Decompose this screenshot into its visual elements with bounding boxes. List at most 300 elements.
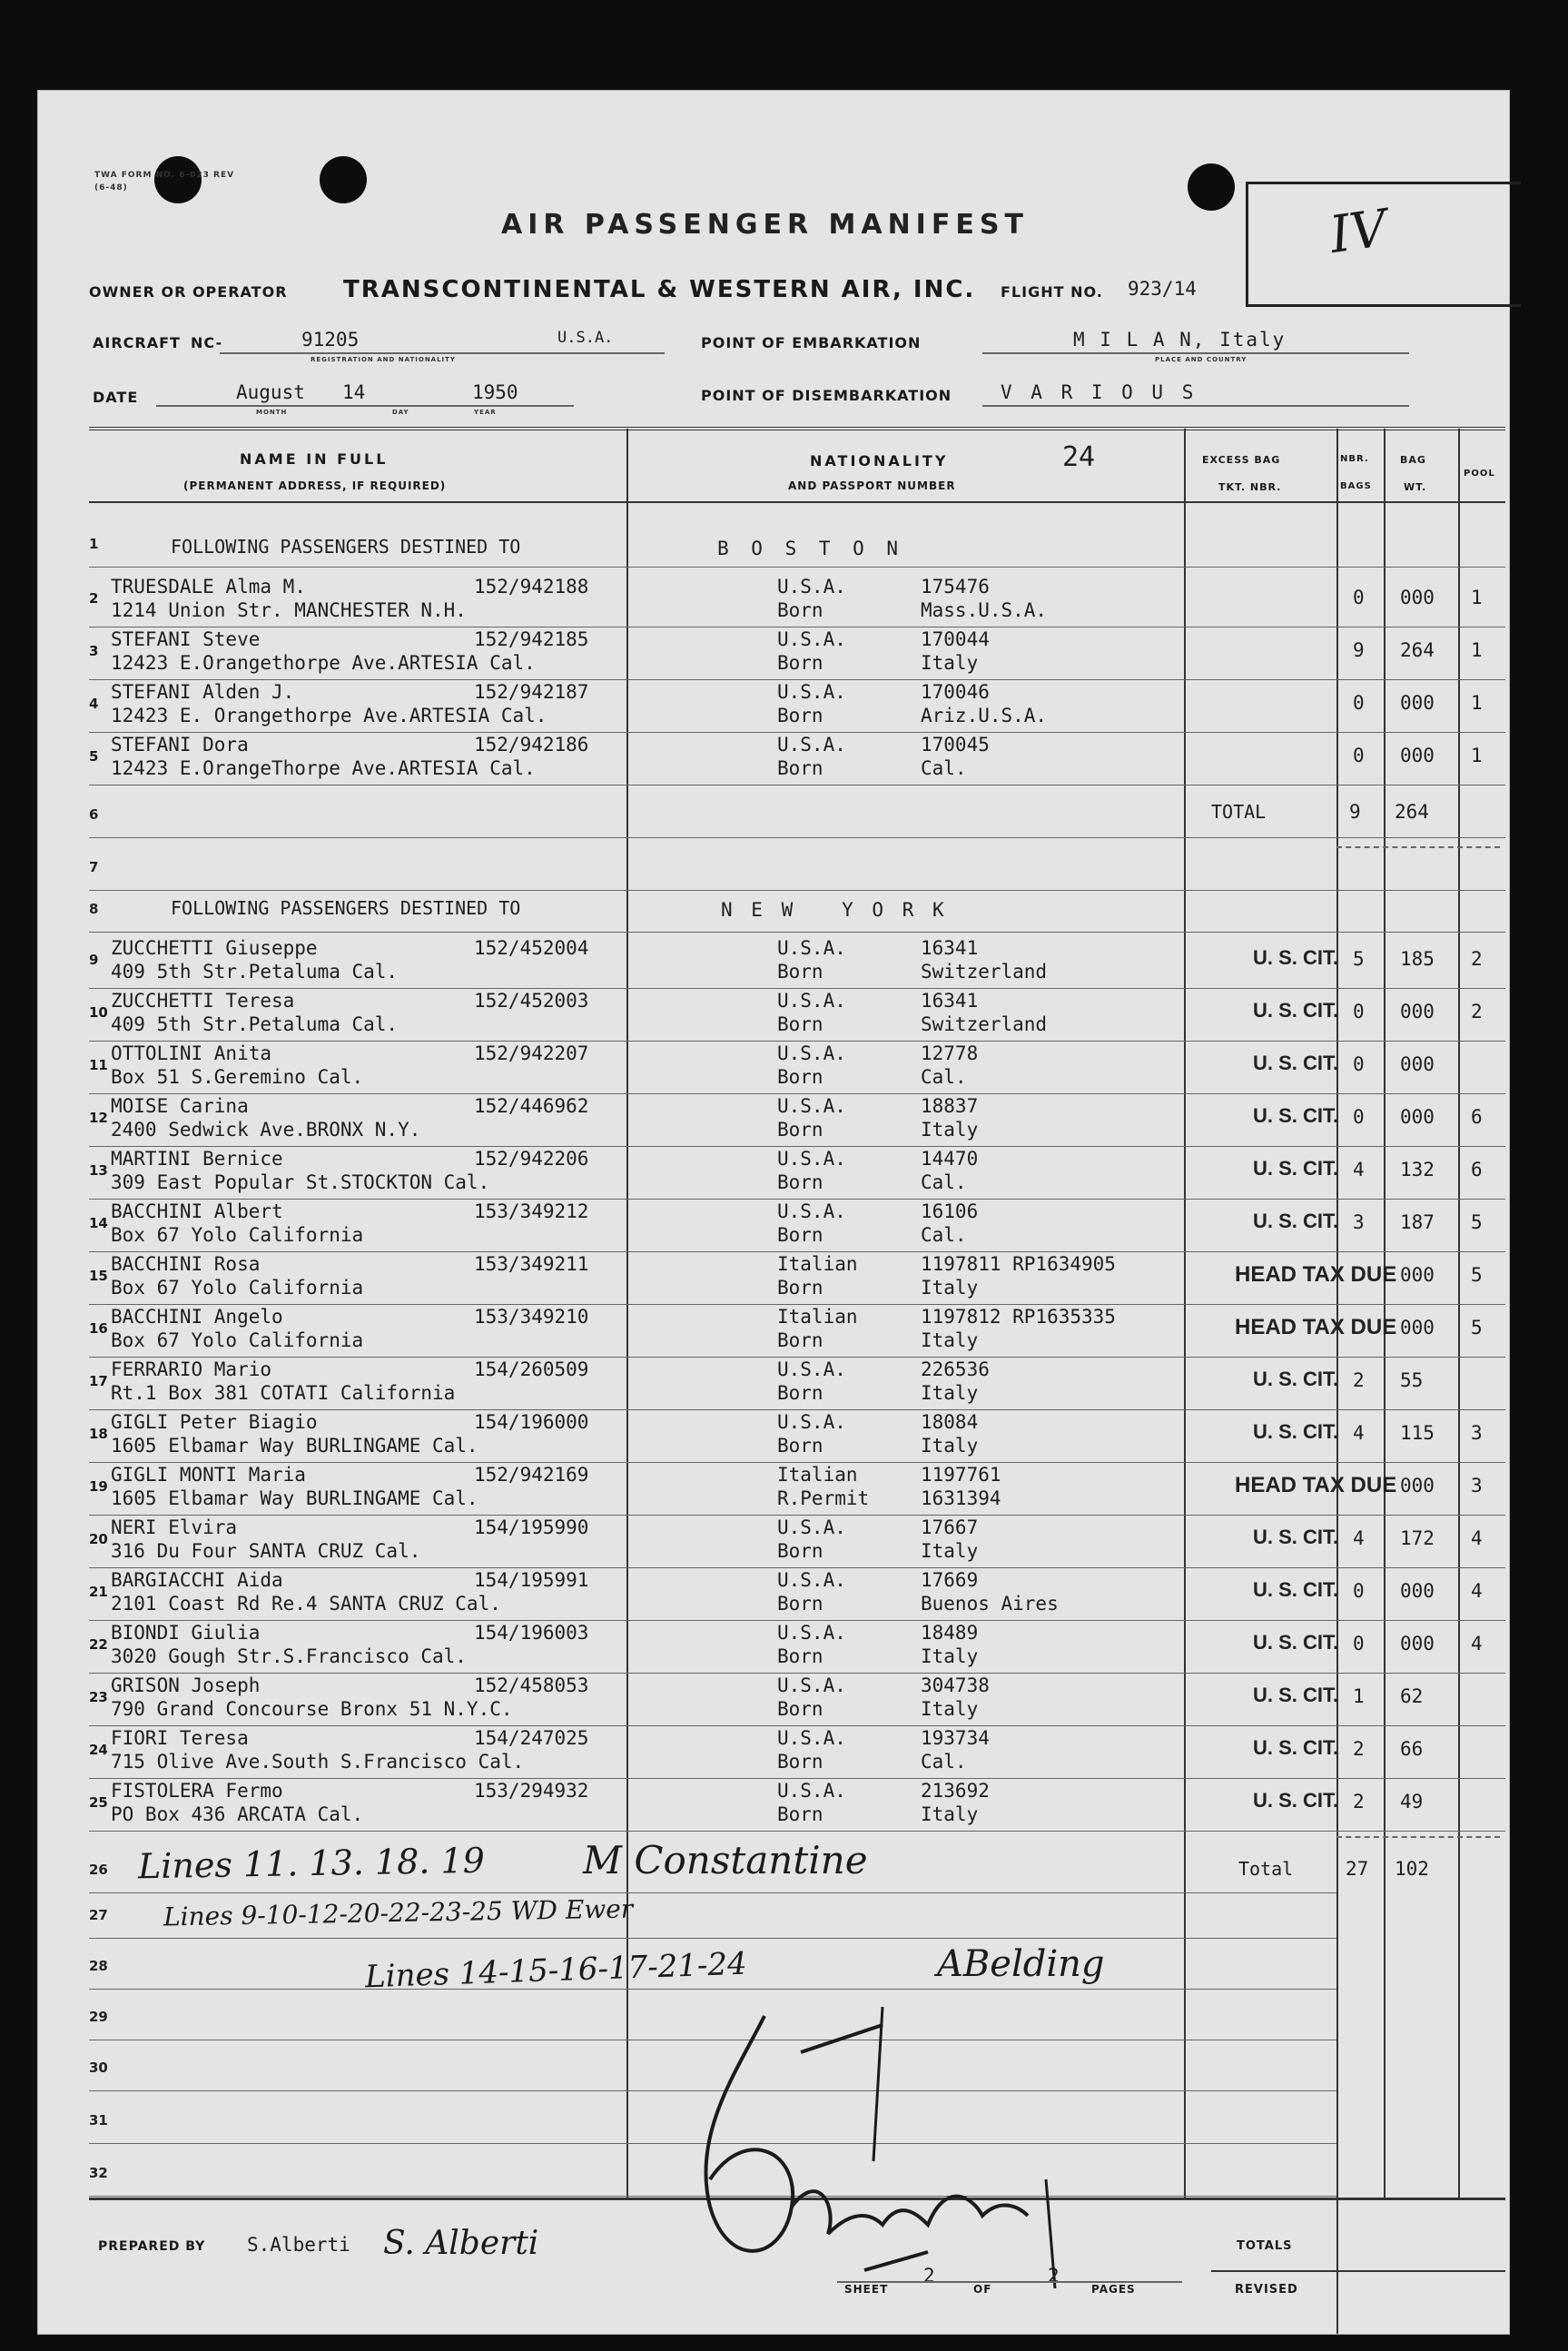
- row-line-number: 9: [89, 952, 99, 968]
- passenger-name: MOISE Carina: [111, 1095, 249, 1117]
- bag-weight: 172: [1400, 1527, 1435, 1549]
- ticket-number: 154/196000: [474, 1411, 589, 1433]
- row-rule: [89, 1462, 1505, 1463]
- embark-label: POINT OF EMBARKATION: [701, 334, 922, 351]
- group-boston-text: FOLLOWING PASSENGERS DESTINED TO: [171, 536, 521, 558]
- bag-count: 2: [1353, 1738, 1365, 1760]
- pool-number: 5: [1471, 1317, 1483, 1338]
- birth-status: Born: [777, 1119, 823, 1141]
- birth-status: Born: [777, 1645, 823, 1667]
- row-rule: [89, 1515, 1505, 1516]
- col-header-bags: BAGS: [1340, 481, 1372, 491]
- bag-weight: 132: [1400, 1159, 1435, 1180]
- group-ny-text: FOLLOWING PASSENGERS DESTINED TO: [171, 897, 521, 919]
- row-line-number: 13: [89, 1162, 108, 1179]
- bag-count: 2: [1353, 1369, 1365, 1391]
- birth-status: Born: [777, 705, 823, 726]
- passport-number: 18084: [921, 1411, 979, 1433]
- bag-weight: 000: [1400, 1580, 1435, 1602]
- birth-status: Born: [777, 1382, 823, 1404]
- row-rule: [89, 1831, 1505, 1832]
- row-rule: [89, 1567, 1505, 1568]
- col-header-name: NAME IN FULL: [240, 450, 389, 468]
- bag-count: 0: [1353, 587, 1365, 608]
- embark-underline: [982, 352, 1409, 354]
- col-divider-nbr: [1384, 429, 1386, 2198]
- aircraft-label: AIRCRAFT: [93, 334, 181, 351]
- birth-place: Italy: [921, 1803, 979, 1825]
- row-line-number: 22: [89, 1636, 108, 1653]
- passport-number: 170044: [921, 628, 990, 650]
- passenger-address: 12423 E.OrangeThorpe Ave.ARTESIA Cal.: [111, 757, 536, 779]
- passenger-address: 790 Grand Concourse Bronx 51 N.Y.C.: [111, 1698, 513, 1720]
- passport-number: 304738: [921, 1674, 990, 1696]
- bag-weight: 000: [1400, 1317, 1435, 1338]
- passenger-address: 2101 Coast Rd Re.4 SANTA CRUZ Cal.: [111, 1593, 501, 1615]
- birth-place: Buenos Aires: [921, 1593, 1059, 1615]
- row-line-number: 18: [89, 1426, 108, 1442]
- handwritten-line27: Lines 9-10-12-20-22-23-25 WD Ewer: [163, 1893, 634, 1932]
- ticket-number: 152/942185: [474, 628, 589, 650]
- col-header-excess-sub: TKT. NBR.: [1218, 481, 1282, 493]
- ticket-number: 154/195990: [474, 1516, 589, 1538]
- row-line-number: 6: [89, 806, 99, 823]
- aircraft-underline: [220, 352, 665, 354]
- ny-total-wt: 102: [1395, 1858, 1429, 1880]
- nationality: U.S.A.: [777, 1674, 846, 1696]
- handwritten-line26-signature: M Constantine: [583, 1838, 868, 1882]
- passenger-address: 309 East Popular St.STOCKTON Cal.: [111, 1171, 490, 1193]
- birth-status: Born: [777, 1751, 823, 1773]
- bag-count: 0: [1353, 1633, 1365, 1655]
- birth-status: Born: [777, 1329, 823, 1351]
- us-citizen-stamp: U. S. CIT.: [1253, 1104, 1339, 1127]
- birth-status: Born: [777, 1803, 823, 1825]
- passenger-name: GRISON Joseph: [111, 1674, 261, 1696]
- us-citizen-stamp: U. S. CIT.: [1253, 999, 1339, 1022]
- bag-count: 9: [1353, 639, 1365, 661]
- birth-status: Born: [777, 1066, 823, 1088]
- passport-number: 226536: [921, 1358, 990, 1380]
- row-rule: [89, 1304, 1505, 1305]
- passenger-name: BARGIACCHI Aida: [111, 1569, 283, 1591]
- row-rule: [89, 1199, 1505, 1200]
- passenger-address: Box 67 Yolo California: [111, 1224, 364, 1246]
- pool-number: 3: [1471, 1475, 1483, 1497]
- col-divider-name: [626, 429, 628, 2198]
- birth-status: Born: [777, 1171, 823, 1193]
- us-citizen-stamp: U. S. CIT.: [1253, 1789, 1339, 1812]
- passenger-name: FERRARIO Mario: [111, 1358, 272, 1380]
- ticket-number: 152/942206: [474, 1148, 589, 1170]
- us-citizen-stamp: U. S. CIT.: [1253, 1736, 1339, 1759]
- us-citizen-stamp: U. S. CIT.: [1253, 1631, 1339, 1654]
- passport-number: 16106: [921, 1200, 979, 1222]
- prepared-name: S.Alberti: [247, 2234, 350, 2256]
- nationality: U.S.A.: [777, 1095, 846, 1117]
- bag-count: 0: [1353, 1001, 1365, 1022]
- handwritten-line28: Lines 14-15-16-17-21-24: [364, 1945, 748, 1996]
- ticket-number: 154/260509: [474, 1358, 589, 1380]
- ticket-number: 152/452003: [474, 990, 589, 1012]
- birth-place: Switzerland: [921, 961, 1048, 983]
- day-caption: DAY: [392, 409, 409, 416]
- totals-label: TOTALS: [1237, 2239, 1293, 2253]
- passenger-name: BIONDI Giulia: [111, 1622, 261, 1644]
- row-line-number: 5: [89, 748, 99, 765]
- bag-count: 0: [1353, 1106, 1365, 1128]
- bag-count: 0: [1353, 692, 1365, 714]
- nationality: U.S.A.: [777, 1516, 846, 1538]
- passenger-name: BACCHINI Rosa: [111, 1253, 261, 1275]
- birth-status: Born: [777, 1435, 823, 1457]
- disembark-value: V A R I O U S: [1001, 381, 1198, 403]
- passenger-name: FISTOLERA Fermo: [111, 1780, 283, 1802]
- bag-weight: 000: [1400, 1053, 1435, 1075]
- row-line-number: 3: [89, 643, 99, 659]
- row-rule: [89, 1892, 1336, 1893]
- passport-number: 1197811 RP1634905: [921, 1253, 1116, 1275]
- pool-number: 3: [1471, 1422, 1483, 1444]
- passenger-address: 2400 Sedwick Ave.BRONX N.Y.: [111, 1119, 421, 1141]
- row-rule: [89, 1989, 1336, 1990]
- bag-weight: 55: [1400, 1369, 1424, 1391]
- col-header-name-sub: (PERMANENT ADDRESS, IF REQUIRED): [183, 479, 447, 492]
- ticket-number: 154/195991: [474, 1569, 589, 1591]
- place-country-caption: PLACE AND COUNTRY: [1155, 356, 1247, 363]
- us-citizen-stamp: U. S. CIT.: [1253, 1684, 1339, 1706]
- ticket-number: 152/458053: [474, 1674, 589, 1696]
- row-line-number: 10: [89, 1004, 108, 1021]
- punch-hole: [1188, 163, 1235, 211]
- passenger-name: ZUCCHETTI Teresa: [111, 990, 295, 1012]
- aircraft-prefix: NC-: [191, 334, 223, 351]
- bag-count: 0: [1353, 1580, 1365, 1602]
- birth-place: Italy: [921, 1382, 979, 1404]
- birth-status: Born: [777, 1593, 823, 1615]
- us-citizen-stamp: U. S. CIT.: [1253, 1368, 1339, 1390]
- corner-box: [1246, 182, 1521, 307]
- birth-status: Born: [777, 757, 823, 779]
- nationality: U.S.A.: [777, 990, 846, 1012]
- ticket-number: 153/294932: [474, 1780, 589, 1802]
- form-number: TWA FORM NO. 6-023 REV: [94, 171, 235, 180]
- handwritten-line26-lines: Lines 11. 13. 18. 19: [137, 1840, 486, 1887]
- passenger-name: STEFANI Dora: [111, 734, 249, 756]
- bag-weight: 000: [1400, 587, 1435, 608]
- form-revision: (6-48): [94, 183, 128, 193]
- nationality: Italian: [777, 1253, 858, 1275]
- row-rule: [89, 1357, 1505, 1358]
- passenger-name: MARTINI Bernice: [111, 1148, 283, 1170]
- row-line-number: 17: [89, 1373, 108, 1389]
- birth-status: R.Permit: [777, 1487, 870, 1509]
- nationality: U.S.A.: [777, 1358, 846, 1380]
- punch-hole: [154, 156, 202, 203]
- boston-total-label: TOTAL: [1211, 801, 1267, 823]
- row-line-number: 19: [89, 1478, 108, 1495]
- passport-number: 16341: [921, 937, 979, 959]
- birth-place: Cal.: [921, 1751, 967, 1773]
- pool-number: 1: [1471, 692, 1483, 714]
- row-rule: [89, 837, 1505, 838]
- passport-number: 17669: [921, 1569, 979, 1591]
- bag-weight: 185: [1400, 948, 1435, 970]
- handwritten-line28-signature: ABelding: [937, 1943, 1105, 1985]
- passenger-address: 1214 Union Str. MANCHESTER N.H.: [111, 599, 467, 621]
- pool-number: 5: [1471, 1264, 1483, 1286]
- ny-total-bags: 27: [1346, 1858, 1369, 1880]
- row-line-number: 27: [89, 1907, 108, 1923]
- bag-weight: 62: [1400, 1685, 1424, 1707]
- bag-weight: 000: [1400, 1001, 1435, 1022]
- passenger-address: 715 Olive Ave.South S.Francisco Cal.: [111, 1751, 525, 1773]
- nationality: U.S.A.: [777, 681, 846, 703]
- row-rule: [89, 1673, 1505, 1674]
- bag-weight: 000: [1400, 1633, 1435, 1655]
- nationality-count: 24: [1062, 441, 1096, 473]
- row-rule: [89, 1146, 1505, 1147]
- month-caption: MONTH: [256, 409, 288, 416]
- bag-weight: 66: [1400, 1738, 1424, 1760]
- passport-number: 170045: [921, 734, 990, 756]
- bag-weight: 000: [1400, 692, 1435, 714]
- birth-status: Born: [777, 1224, 823, 1246]
- bag-count: 4: [1353, 1527, 1365, 1549]
- pool-number: 4: [1471, 1633, 1483, 1655]
- bag-weight: 187: [1400, 1211, 1435, 1233]
- boston-total-rule: [1336, 846, 1500, 848]
- table-top-rule: [89, 427, 1505, 430]
- passenger-address: 409 5th Str.Petaluma Cal.: [111, 961, 399, 983]
- bag-count: 0: [1353, 745, 1365, 766]
- pool-number: 6: [1471, 1106, 1483, 1128]
- passport-number: 1197812 RP1635335: [921, 1306, 1116, 1328]
- bag-count: 2: [1353, 1791, 1365, 1813]
- bag-weight: 115: [1400, 1422, 1435, 1444]
- row-line-number: 8: [89, 901, 99, 917]
- boston-total-wt: 264: [1395, 801, 1429, 823]
- birth-status: Born: [777, 961, 823, 983]
- nationality: U.S.A.: [777, 1569, 846, 1591]
- head-tax-stamp: HEAD TAX DUE: [1235, 1315, 1397, 1339]
- passenger-address: 3020 Gough Str.S.Francisco Cal.: [111, 1645, 467, 1667]
- bag-count: 5: [1353, 948, 1365, 970]
- row-line-number: 29: [89, 2009, 108, 2025]
- passport-number: 18489: [921, 1622, 979, 1644]
- row-rule: [89, 1041, 1505, 1042]
- us-citizen-stamp: U. S. CIT.: [1253, 1420, 1339, 1443]
- passport-number: 14470: [921, 1148, 979, 1170]
- birth-status: Born: [777, 1013, 823, 1035]
- us-citizen-stamp: U. S. CIT.: [1253, 1210, 1339, 1232]
- bag-weight: 000: [1400, 1106, 1435, 1128]
- nationality: U.S.A.: [777, 1042, 846, 1064]
- ticket-number: 153/349211: [474, 1253, 589, 1275]
- col-header-nationality: NATIONALITY: [810, 452, 949, 469]
- disembark-underline: [982, 405, 1409, 407]
- ticket-number: 152/452004: [474, 937, 589, 959]
- group-boston-city: B O S T O N: [717, 538, 904, 559]
- bag-count: 4: [1353, 1159, 1365, 1180]
- ticket-number: 152/942188: [474, 576, 589, 598]
- ny-total-rule: [1336, 1836, 1500, 1838]
- flight-number: 923/14: [1128, 278, 1197, 300]
- nationality: U.S.A.: [777, 1411, 846, 1433]
- ticket-number: 154/196003: [474, 1622, 589, 1644]
- birth-place: Italy: [921, 1119, 979, 1141]
- row-rule: [89, 1620, 1505, 1621]
- nationality: U.S.A.: [777, 937, 846, 959]
- prepared-signature: S. Alberti: [383, 2225, 539, 2262]
- us-citizen-stamp: U. S. CIT.: [1253, 1052, 1339, 1074]
- ticket-number: 152/942187: [474, 681, 589, 703]
- passenger-name: GIGLI Peter Biagio: [111, 1411, 318, 1433]
- birth-status: Born: [777, 1277, 823, 1299]
- pool-number: 1: [1471, 639, 1483, 661]
- nationality: U.S.A.: [777, 576, 846, 598]
- passenger-name: GIGLI MONTI Maria: [111, 1464, 306, 1486]
- disembark-label: POINT OF DISEMBARKATION: [701, 387, 952, 404]
- pages-number: 2: [1048, 2265, 1060, 2287]
- us-citizen-stamp: U. S. CIT.: [1253, 1526, 1339, 1548]
- sheet-underline: [837, 2281, 1182, 2283]
- passport-number: 12778: [921, 1042, 979, 1064]
- ticket-number: 153/349212: [474, 1200, 589, 1222]
- embark-value: M I L A N, Italy: [1073, 329, 1287, 351]
- of-label: OF: [973, 2283, 992, 2296]
- nationality: U.S.A.: [777, 1622, 846, 1644]
- passenger-address: PO Box 436 ARCATA Cal.: [111, 1803, 364, 1825]
- birth-place: Italy: [921, 1329, 979, 1351]
- bag-count: 4: [1353, 1422, 1365, 1444]
- pool-number: 4: [1471, 1527, 1483, 1549]
- row-rule: [89, 1093, 1505, 1094]
- passport-number: 193734: [921, 1727, 990, 1749]
- manifest-sheet: [38, 91, 1509, 2334]
- ticket-number: 152/942207: [474, 1042, 589, 1064]
- passenger-name: OTTOLINI Anita: [111, 1042, 272, 1064]
- passenger-name: TRUESDALE Alma M.: [111, 576, 306, 598]
- passenger-name: STEFANI Steve: [111, 628, 261, 650]
- bag-count: 0: [1353, 1053, 1365, 1075]
- birth-place: Italy: [921, 1645, 979, 1667]
- passenger-address: 409 5th Str.Petaluma Cal.: [111, 1013, 399, 1035]
- row-rule: [89, 988, 1505, 989]
- pool-number: 2: [1471, 1001, 1483, 1022]
- boston-total-bags: 9: [1349, 801, 1361, 823]
- nationality: U.S.A.: [777, 1148, 846, 1170]
- bag-weight: 264: [1400, 639, 1435, 661]
- row-rule: [89, 679, 1505, 680]
- row-rule: [89, 1778, 1505, 1779]
- col-header-nationality-sub: AND PASSPORT NUMBER: [788, 479, 956, 492]
- birth-status: Born: [777, 1698, 823, 1720]
- row-rule: [89, 890, 1505, 891]
- row-line-number: 4: [89, 696, 99, 712]
- pages-label: PAGES: [1091, 2283, 1136, 2296]
- passenger-name: ZUCCHETTI Giuseppe: [111, 937, 318, 959]
- head-tax-stamp: HEAD TAX DUE: [1235, 1473, 1397, 1497]
- nationality: U.S.A.: [777, 1780, 846, 1802]
- owner-label: OWNER OR OPERATOR: [89, 283, 288, 301]
- date-label: DATE: [93, 389, 139, 406]
- birth-place: Italy: [921, 1698, 979, 1720]
- passenger-address: Box 67 Yolo California: [111, 1277, 364, 1299]
- ticket-number: 154/247025: [474, 1727, 589, 1749]
- col-header-bag: BAG: [1400, 454, 1426, 466]
- nationality: U.S.A.: [777, 734, 846, 756]
- passenger-name: BACCHINI Angelo: [111, 1306, 283, 1328]
- passport-number: 1197761: [921, 1464, 1001, 1486]
- bag-weight: 49: [1400, 1791, 1424, 1813]
- row-line-number: 20: [89, 1531, 108, 1547]
- pool-number: 4: [1471, 1580, 1483, 1602]
- passenger-address: Box 51 S.Geremino Cal.: [111, 1066, 364, 1088]
- row-rule: [89, 567, 1505, 568]
- row-line-number: 1: [89, 536, 99, 552]
- prepared-label: PREPARED BY: [98, 2239, 206, 2254]
- row-line-number: 28: [89, 1958, 108, 1974]
- us-citizen-stamp: U. S. CIT.: [1253, 1578, 1339, 1601]
- birth-place: Cal.: [921, 1066, 967, 1088]
- us-citizen-stamp: U. S. CIT.: [1253, 946, 1339, 969]
- row-rule: [89, 1409, 1505, 1410]
- aircraft-country: U.S.A.: [557, 329, 614, 347]
- row-rule: [89, 932, 1505, 933]
- row-line-number: 26: [89, 1862, 108, 1878]
- col-header-wt: WT.: [1404, 481, 1427, 493]
- punch-hole: [320, 156, 367, 203]
- row-rule: [89, 732, 1505, 733]
- birth-place: Ariz.U.S.A.: [921, 705, 1048, 726]
- date-month: August: [236, 381, 305, 403]
- row-line-number: 21: [89, 1584, 108, 1600]
- row-line-number: 16: [89, 1320, 108, 1337]
- head-tax-stamp: HEAD TAX DUE: [1235, 1262, 1397, 1287]
- birth-status: Born: [777, 1540, 823, 1562]
- birth-place: Cal.: [921, 757, 967, 779]
- sheet-number: 2: [923, 2265, 935, 2287]
- owner-value: TRANSCONTINENTAL & WESTERN AIR, INC.: [343, 276, 976, 303]
- passport-number: 16341: [921, 990, 979, 1012]
- page-title: AIR PASSENGER MANIFEST: [501, 209, 1029, 241]
- passenger-address: 1605 Elbamar Way BURLINGAME Cal.: [111, 1435, 478, 1457]
- row-line-number: 31: [89, 2112, 108, 2129]
- pool-number: 1: [1471, 587, 1483, 608]
- row-line-number: 2: [89, 590, 99, 607]
- large-signature-scrawl: [656, 1998, 1109, 2297]
- aircraft-number: 91205: [301, 329, 360, 351]
- passport-number: 175476: [921, 576, 990, 598]
- col-header-excess: EXCESS BAG: [1202, 454, 1281, 466]
- col-divider-wt: [1458, 429, 1460, 2198]
- date-day: 14: [342, 381, 366, 403]
- bag-count: 1: [1353, 1685, 1365, 1707]
- ticket-number: 152/446962: [474, 1095, 589, 1117]
- pool-number: 5: [1471, 1211, 1483, 1233]
- row-line-number: 30: [89, 2060, 108, 2076]
- group-ny-city: N E W Y O R K: [721, 899, 948, 921]
- nationality: Italian: [777, 1306, 858, 1328]
- header-bottom-rule: [89, 501, 1505, 503]
- birth-status: Born: [777, 652, 823, 674]
- passenger-address: 12423 E.Orangethorpe Ave.ARTESIA Cal.: [111, 652, 536, 674]
- col-header-nbr: NBR.: [1340, 454, 1369, 464]
- col-header-pool: POOL: [1464, 469, 1495, 479]
- ticket-number: 153/349210: [474, 1306, 589, 1328]
- ticket-number: 152/942169: [474, 1464, 589, 1486]
